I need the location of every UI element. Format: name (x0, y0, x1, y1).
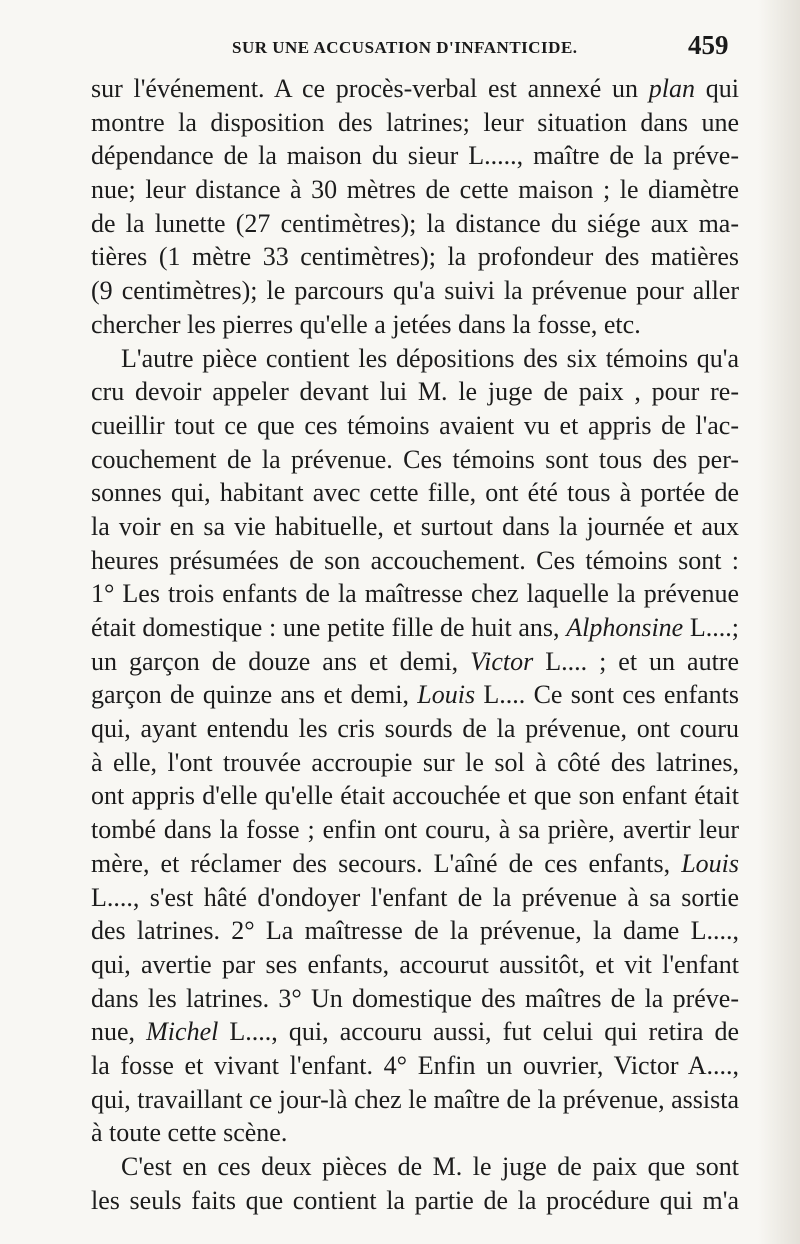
text-segment: ont appris d'elle qu'elle était accouchée et que son enfant était (91, 781, 739, 811)
text-segment: garçon de quinze ans et demi, (91, 680, 418, 710)
text-line (91, 544, 739, 578)
text-line (91, 611, 739, 645)
text-segment: les seuls faits que contient la partie de la procédure qui m'a (91, 1185, 739, 1215)
text-line (91, 847, 739, 881)
text-line (91, 948, 739, 982)
text-line (91, 207, 739, 241)
page-number: 459 (688, 30, 729, 60)
italic-name: Louis (681, 848, 739, 878)
text-line (91, 1015, 739, 1049)
text-segment: (9 centimètres); le parcours qu'a suivi la prévenue pour aller (91, 276, 739, 306)
text-line (91, 1150, 739, 1184)
text-segment: mère, et réclamer des secours. L'aîné de ces enfants, (91, 848, 682, 878)
text-line (91, 1116, 739, 1150)
text-segment: sur l'événement. A ce procès-verbal est annexé un (91, 74, 649, 103)
text-line (91, 240, 739, 274)
text-segment: cru devoir appeler devant lui M. le juge de paix , pour re- (91, 377, 739, 407)
text-line (91, 914, 739, 948)
text-segment: tombé dans la fosse ; enfin ont couru, à sa prière, avertir leur (91, 815, 739, 845)
text-line (91, 342, 739, 376)
text-segment: dans les latrines. 3° Un domestique des maîtres de la préve- (91, 983, 739, 1013)
text-segment: qui, travaillant ce jour-là chez le maître de la prévenue, assista (91, 1084, 739, 1114)
text-segment: qui, avertie par ses enfants, accourut aussitôt, et vit l'enfant (91, 949, 739, 979)
text-line (91, 1083, 739, 1117)
text-line (91, 712, 739, 746)
text-segment: C'est en ces deux pièces de M. le juge de paix que sont (121, 1152, 739, 1181)
text-line (91, 173, 739, 207)
text-segment: qui, ayant entendu les cris sourds de la prévenue, ont couru (91, 714, 739, 744)
text-segment: à toute cette scène. (91, 1118, 288, 1148)
text-line (91, 308, 739, 342)
text-segment: montre la disposition des latrines; leur situation dans une (91, 107, 739, 137)
text-segment: L....; (683, 613, 739, 642)
text-line (91, 106, 739, 140)
text-segment: L.... ; et un autre (533, 646, 739, 676)
running-head: SUR UNE ACCUSATION D'INFANTICIDE. (232, 38, 578, 57)
text-segment: nue; leur distance à 30 mètres de cette maison ; le diamètre (91, 175, 739, 205)
text-line (91, 409, 739, 443)
text-segment: heures présumées de son accouchement. Ces témoins sont : (91, 545, 739, 575)
text-segment: L...., s'est hâté d'ondoyer l'enfant de la prévenue à sa sortie (91, 882, 739, 912)
italic-name: Michel (146, 1017, 219, 1047)
italic-name: plan (648, 74, 696, 103)
text-segment: sonnes qui, habitant avec cette fille, ont été tous à portée de (91, 478, 739, 508)
body-text (91, 72, 739, 1217)
text-segment: à elle, l'ont trouvée accroupie sur le sol à côté des latrines, (91, 747, 739, 777)
text-line (91, 982, 739, 1016)
text-line (91, 375, 739, 409)
text-segment: qui (695, 74, 739, 103)
text-line (91, 881, 739, 915)
text-segment: un garçon de douze ans et demi, (91, 646, 471, 676)
text-segment: cueillir tout ce que ces témoins avaient vu et appris de l'ac- (91, 410, 739, 440)
text-line (91, 779, 739, 813)
text-segment: L'autre pièce contient les dépositions des six témoins qu'a (121, 343, 739, 373)
text-line (91, 577, 739, 611)
text-line (91, 645, 739, 679)
text-line (91, 510, 739, 544)
text-segment: chercher les pierres qu'elle a jetées dans la fosse, etc. (91, 309, 641, 339)
text-line (91, 813, 739, 847)
text-line (91, 1184, 739, 1218)
text-segment: L...., qui, accouru aussi, fut celui qui retira de (218, 1017, 740, 1047)
text-segment: de la lunette (27 centimètres); la distance du siége aux ma- (91, 208, 739, 238)
text-segment: couchement de la prévenue. Ces témoins sont tous des per- (91, 444, 739, 474)
text-line (91, 274, 739, 308)
text-segment: L.... Ce sont ces enfants (475, 680, 739, 710)
text-segment: était domestique : une petite fille de huit ans, (91, 613, 567, 642)
text-line (91, 72, 739, 106)
text-line (91, 678, 739, 712)
text-segment: des latrines. 2° La maîtresse de la prévenue, la dame L...., (91, 916, 739, 946)
italic-name: Victor (470, 646, 534, 676)
text-line (91, 746, 739, 780)
text-line (91, 443, 739, 477)
text-segment: dépendance de la maison du sieur L....., maître de la préve- (91, 141, 739, 171)
text-line (91, 476, 739, 510)
italic-name: Louis (417, 680, 476, 710)
text-segment: la fosse et vivant l'enfant. 4° Enfin un ouvrier, Victor A...., (91, 1050, 739, 1080)
text-line (91, 139, 739, 173)
text-segment: tières (1 mètre 33 centimètres); la profondeur des matières (91, 242, 739, 272)
text-segment: nue, (91, 1017, 147, 1047)
text-segment: 1° Les trois enfants de la maîtresse chez laquelle la prévenue (91, 579, 739, 609)
italic-name: Alphonsine (566, 613, 684, 642)
text-segment: la voir en sa vie habituelle, et surtout dans la journée et aux (91, 511, 739, 541)
text-line (91, 1049, 739, 1083)
